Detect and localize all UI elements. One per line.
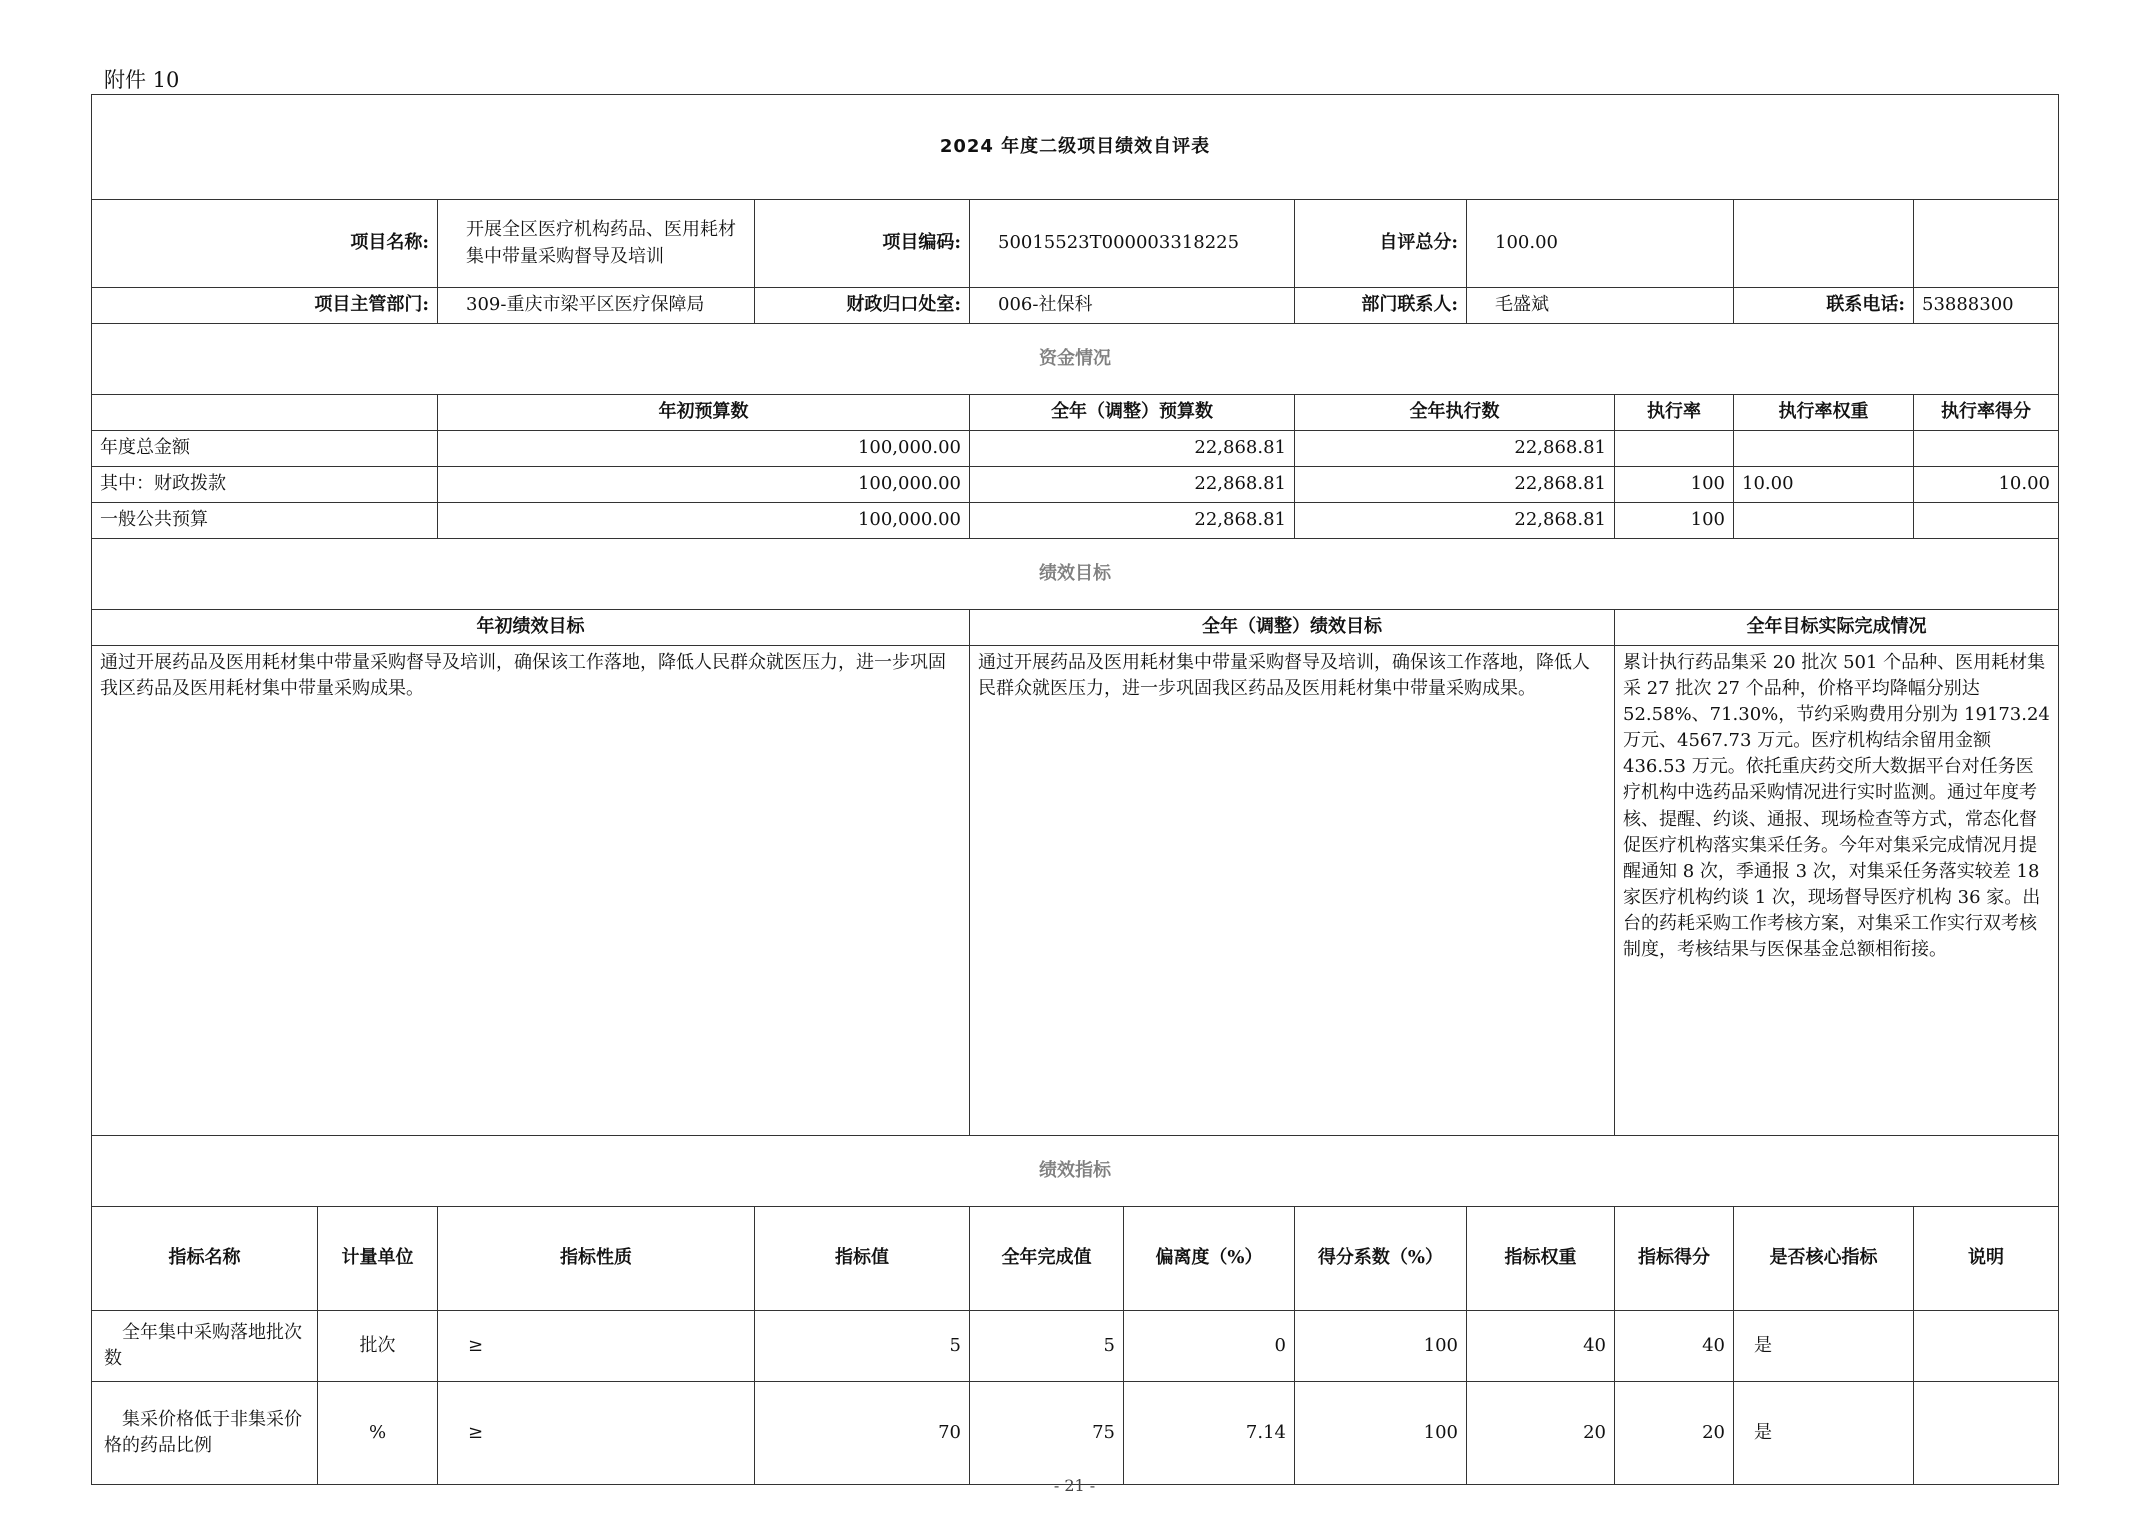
funds-row-name: 其中：财政拨款	[92, 467, 438, 503]
funds-header: 执行率权重	[1734, 395, 1914, 431]
empty-cell	[1734, 200, 1914, 288]
indicator-target: 70	[755, 1382, 970, 1485]
indicator-unit: 批次	[318, 1311, 438, 1382]
finance-office: 006-社保科	[970, 288, 1295, 324]
funds-adjusted: 22,868.81	[970, 503, 1295, 539]
funds-row-name: 年度总金额	[92, 431, 438, 467]
funds-initial: 100,000.00	[438, 467, 970, 503]
goals-header: 全年（调整）绩效目标	[970, 610, 1615, 646]
project-code: 50015523T000003318225	[970, 200, 1295, 288]
funds-rate	[1615, 431, 1734, 467]
indicator-note	[1914, 1382, 2059, 1485]
funds-weight: 10.00	[1734, 467, 1914, 503]
funds-rate: 100	[1615, 503, 1734, 539]
indicator-core: 是	[1734, 1382, 1914, 1485]
indicator-note	[1914, 1311, 2059, 1382]
funds-score	[1914, 503, 2059, 539]
goals-header: 全年目标实际完成情况	[1615, 610, 2059, 646]
empty-cell	[1914, 200, 2059, 288]
indicator-nature: ≥	[438, 1382, 755, 1485]
indicator-actual: 75	[970, 1382, 1124, 1485]
indicator-header: 得分系数（%）	[1295, 1207, 1467, 1311]
funds-score: 10.00	[1914, 467, 2059, 503]
indicator-nature: ≥	[438, 1311, 755, 1382]
initial-goal: 通过开展药品及医用耗材集中带量采购督导及培训，确保该工作落地，降低人民群众就医压力，进一步巩固我区药品及医用耗材集中带量采购成果。	[92, 646, 970, 1136]
indicator-coefficient: 100	[1295, 1382, 1467, 1485]
indicators-section-title: 绩效指标	[92, 1136, 2059, 1207]
indicator-header: 是否核心指标	[1734, 1207, 1914, 1311]
indicator-coefficient: 100	[1295, 1311, 1467, 1382]
contact-person: 毛盛斌	[1467, 288, 1734, 324]
indicator-weight: 20	[1467, 1382, 1615, 1485]
dept: 309-重庆市梁平区医疗保障局	[438, 288, 755, 324]
indicator-header: 指标得分	[1615, 1207, 1734, 1311]
indicator-name: 全年集中采购落地批次数	[92, 1311, 318, 1382]
funds-section-title: 资金情况	[92, 324, 2059, 395]
evaluation-table	[91, 94, 2059, 1485]
indicator-name: 集采价格低于非集采价格的药品比例	[92, 1382, 318, 1485]
phone: 53888300	[1914, 288, 2059, 324]
indicator-weight: 40	[1467, 1311, 1615, 1382]
page-number: - 21 -	[1053, 1476, 1096, 1495]
funds-rate: 100	[1615, 467, 1734, 503]
score-label: 自评总分:	[1295, 200, 1467, 288]
goals-section-title: 绩效目标	[92, 539, 2059, 610]
indicator-row	[92, 1382, 2059, 1485]
funds-executed: 22,868.81	[1295, 431, 1615, 467]
indicator-header: 指标性质	[438, 1207, 755, 1311]
indicator-deviation: 7.14	[1124, 1382, 1295, 1485]
project-name: 开展全区医疗机构药品、医用耗材集中带量采购督导及培训	[438, 200, 755, 288]
indicator-header: 计量单位	[318, 1207, 438, 1311]
page-title: 2024 年度二级项目绩效自评表	[92, 95, 2059, 200]
indicator-header: 指标名称	[92, 1207, 318, 1311]
funds-header: 执行率	[1615, 395, 1734, 431]
funds-row-name: 一般公共预算	[92, 503, 438, 539]
indicator-deviation: 0	[1124, 1311, 1295, 1382]
funds-score	[1914, 431, 2059, 467]
funds-initial: 100,000.00	[438, 503, 970, 539]
indicator-target: 5	[755, 1311, 970, 1382]
finance-label: 财政归口处室:	[755, 288, 970, 324]
funds-weight	[1734, 503, 1914, 539]
indicator-score: 20	[1615, 1382, 1734, 1485]
indicator-header: 全年完成值	[970, 1207, 1124, 1311]
funds-row	[92, 467, 2059, 503]
indicator-header: 指标权重	[1467, 1207, 1615, 1311]
funds-row	[92, 431, 2059, 467]
indicator-unit: %	[318, 1382, 438, 1485]
indicator-row	[92, 1311, 2059, 1382]
funds-executed: 22,868.81	[1295, 467, 1615, 503]
funds-header: 全年（调整）预算数	[970, 395, 1295, 431]
indicator-score: 40	[1615, 1311, 1734, 1382]
funds-header: 年初预算数	[438, 395, 970, 431]
contact-label: 部门联系人:	[1295, 288, 1467, 324]
funds-adjusted: 22,868.81	[970, 431, 1295, 467]
attachment-label: 附件 10	[104, 68, 180, 92]
actual-completion: 累计执行药品集采 20 批次 501 个品种、医用耗材集采 27 批次 27 个品种，价格平均降幅分别达 52.58%、71.30%，节约采购费用分别为 19173.24 万元、4567.73 万元。医疗机构结余留用金额 436.53 万元。依托重庆药交所大数据平台对任务医疗机构中选药品采购情况进行实时监测。通过年度考核、提醒、约谈、通报、现场检查等方式，常态化督促医疗机构落实集采任务。今年对集采完成情况月提醒通知 8 次，季通报 3 次，对集采任务落实较差 18 家医疗机构约谈 1 次，现场督导医疗机构 36 家。出台的药耗采购工作考核方案，对集采工作实行双考核制度，考核结果与医保基金总额相衔接。	[1615, 646, 2059, 1136]
project-code-label: 项目编码:	[755, 200, 970, 288]
indicator-header: 指标值	[755, 1207, 970, 1311]
funds-executed: 22,868.81	[1295, 503, 1615, 539]
adjusted-goal: 通过开展药品及医用耗材集中带量采购督导及培训，确保该工作落地，降低人民群众就医压力，进一步巩固我区药品及医用耗材集中带量采购成果。	[970, 646, 1615, 1136]
indicator-header: 偏离度（%）	[1124, 1207, 1295, 1311]
funds-header	[92, 395, 438, 431]
indicator-core: 是	[1734, 1311, 1914, 1382]
indicator-header: 说明	[1914, 1207, 2059, 1311]
indicator-actual: 5	[970, 1311, 1124, 1382]
funds-header: 执行率得分	[1914, 395, 2059, 431]
funds-initial: 100,000.00	[438, 431, 970, 467]
funds-row	[92, 503, 2059, 539]
total-score: 100.00	[1467, 200, 1734, 288]
funds-weight	[1734, 431, 1914, 467]
phone-label: 联系电话:	[1734, 288, 1914, 324]
dept-label: 项目主管部门:	[92, 288, 438, 324]
goals-header: 年初绩效目标	[92, 610, 970, 646]
project-name-label: 项目名称:	[92, 200, 438, 288]
funds-adjusted: 22,868.81	[970, 467, 1295, 503]
funds-header: 全年执行数	[1295, 395, 1615, 431]
